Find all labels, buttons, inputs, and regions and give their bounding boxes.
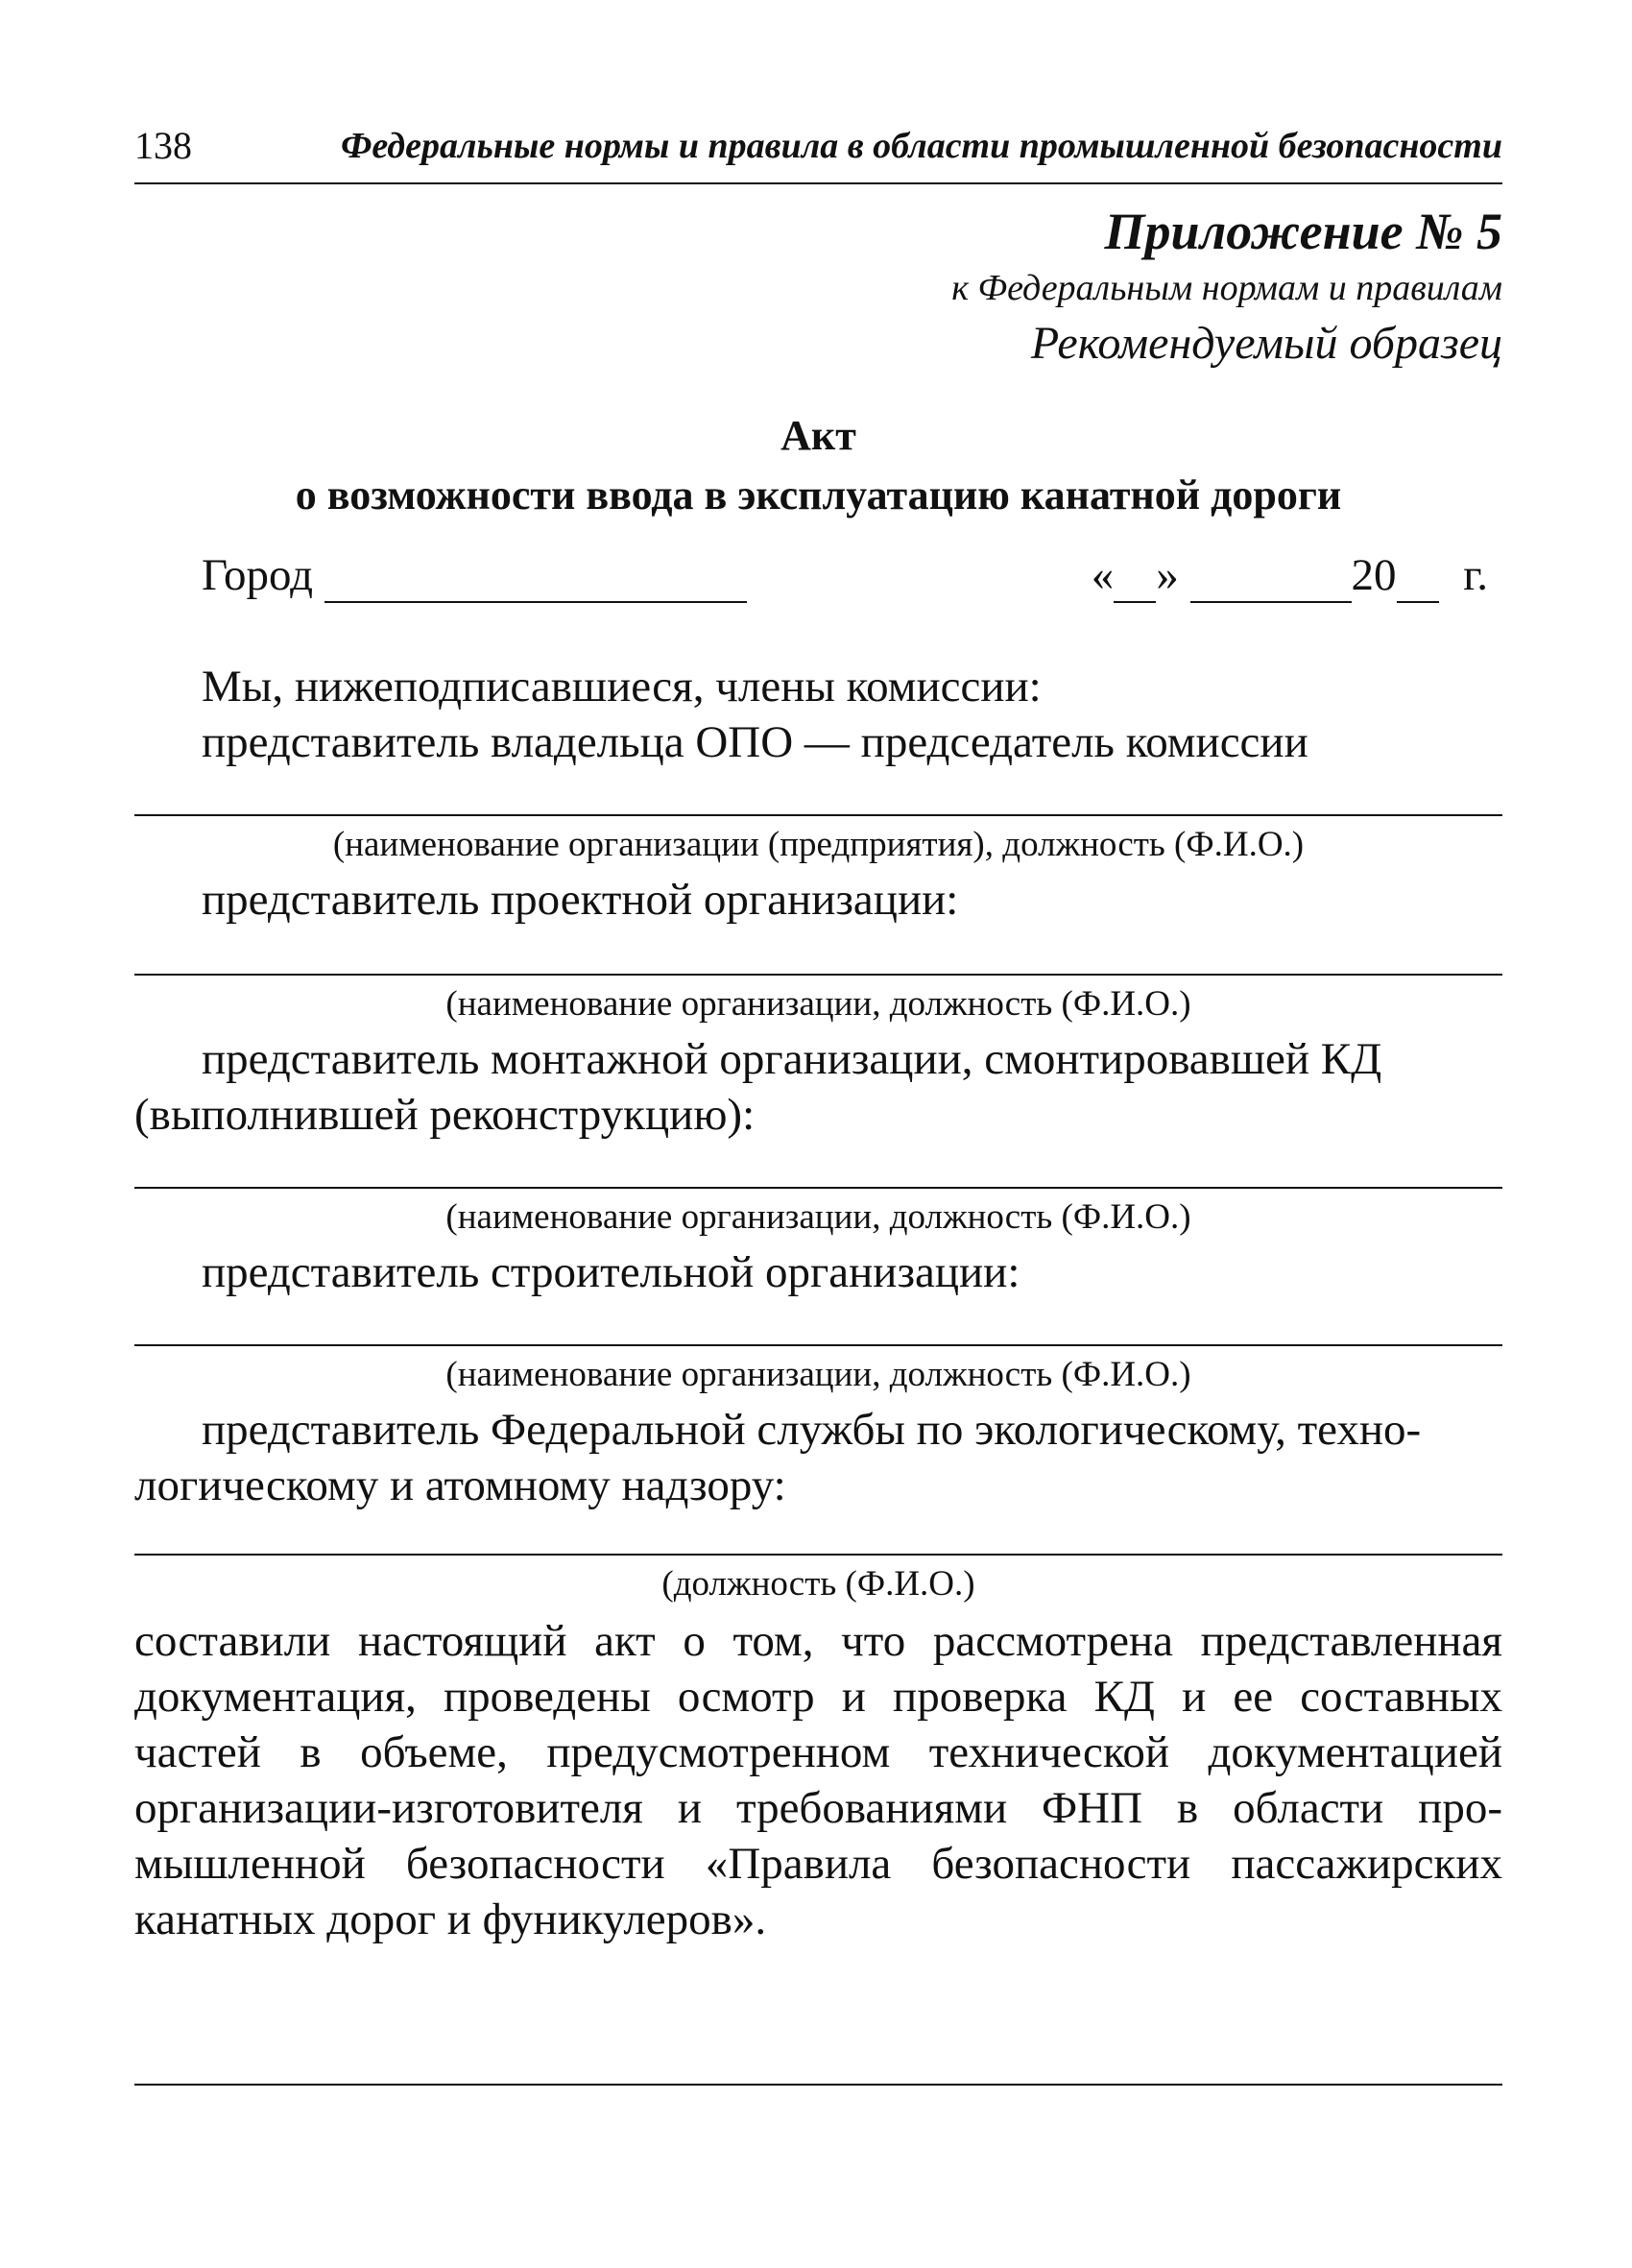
member-label: (выполнившей реконструкцию): xyxy=(134,1090,756,1140)
signature-line xyxy=(134,974,1502,976)
year-prefix: 20 xyxy=(1351,550,1397,600)
field-caption: (наименование организации, должность (Ф.И.О.) xyxy=(445,1197,1191,1237)
signature-line xyxy=(134,814,1502,816)
field-caption: (наименование организации (предприятия), должность (Ф.И.О.) xyxy=(332,825,1305,864)
conclusion-line: документация, проведены осмотр и проверка КД и ее составных xyxy=(134,1672,1502,1722)
month-blank xyxy=(1190,549,1352,603)
year-suffix: г. xyxy=(1463,550,1488,600)
conclusion-line: составили настоящий акт о том, что рассмотрена представленная xyxy=(134,1616,1502,1666)
running-title: Федеральные нормы и правила в области промышленной безопасности xyxy=(341,126,1502,166)
field-caption: (наименование организации, должность (Ф.И.О.) xyxy=(445,1355,1191,1394)
member-label: представитель Федеральной службы по экологическому, техно- xyxy=(202,1405,1422,1455)
city-label: Город xyxy=(202,550,314,600)
city-blank xyxy=(324,549,747,603)
quote-open: « xyxy=(1091,550,1115,600)
conclusion-line: частей в объеме, предусмотренном технической документацией xyxy=(134,1727,1502,1777)
day-blank xyxy=(1114,549,1156,603)
city-line xyxy=(202,549,747,603)
signature-line xyxy=(134,1554,1502,1556)
conclusion-line: мышленной безопасности «Правила безопасности пассажирских xyxy=(134,1839,1502,1889)
conclusion-line: организации-изготовителя и требованиями ФНП в области про- xyxy=(134,1783,1502,1833)
act-subtitle: о возможности ввода в эксплуатацию канатной дороги xyxy=(295,471,1342,519)
appendix-subtitle: к Федеральным нормам и правилам xyxy=(951,268,1502,308)
conclusion-paragraph xyxy=(134,1613,1502,1947)
bottom-rule xyxy=(134,2084,1502,2086)
member-label: логическому и атомному надзору: xyxy=(134,1460,786,1510)
appendix-sample: Рекомендуемый образец xyxy=(1030,318,1502,369)
member-label: представитель строительной организации: xyxy=(202,1247,1020,1297)
field-caption: (должность (Ф.И.О.) xyxy=(661,1564,975,1604)
appendix-number: Приложение № 5 xyxy=(1104,203,1502,260)
intro-line-2: представитель владельца ОПО — председатель комиссии xyxy=(202,717,1308,767)
running-header xyxy=(134,123,1502,184)
act-title: Акт xyxy=(780,412,856,459)
member-label: представитель монтажной организации, смонтировавшей КД xyxy=(202,1034,1382,1084)
page-number: 138 xyxy=(134,124,192,167)
member-label: представитель проектной организации: xyxy=(202,875,959,925)
conclusion-line: канатных дорог и фуникулеров». xyxy=(134,1894,767,1944)
field-caption: (наименование организации, должность (Ф.И.О.) xyxy=(445,984,1191,1024)
quote-close: » xyxy=(1156,550,1179,600)
date-line xyxy=(1092,549,1488,603)
signature-line xyxy=(134,1344,1502,1346)
year-blank xyxy=(1397,549,1439,603)
signature-line xyxy=(134,1187,1502,1189)
intro-line-1: Мы, нижеподписавшиеся, члены комиссии: xyxy=(202,662,1042,712)
